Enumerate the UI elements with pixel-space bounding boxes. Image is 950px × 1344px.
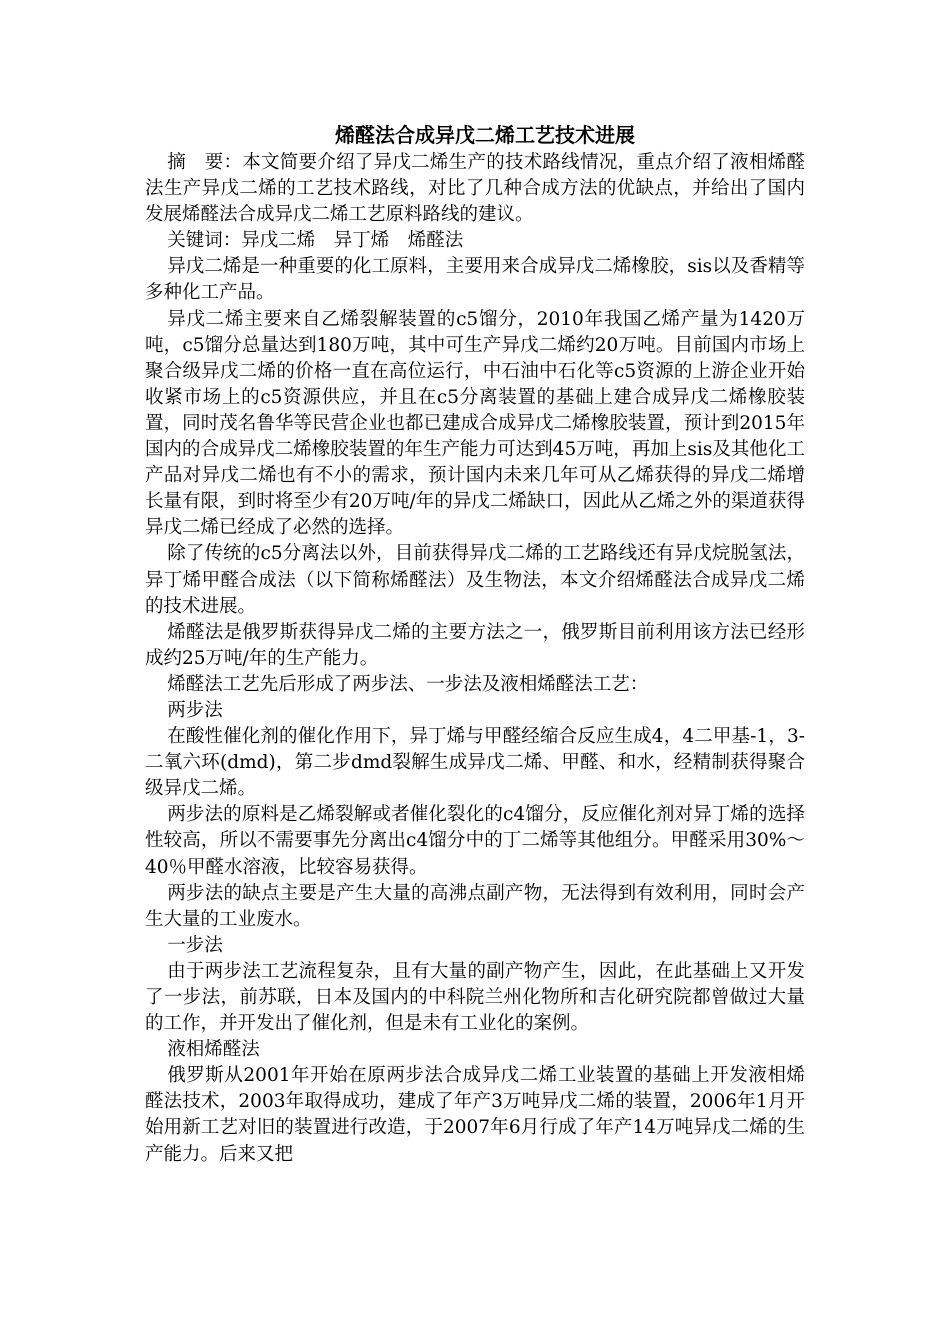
body-paragraph: 俄罗斯从2001年开始在原两步法合成异戊二烯工业装置的基础上开发液相烯醛法技术，2003年取得成功，建成了年产3万吨异戊二烯的装置，2006年1月开始用新工艺对旧的装置进行改造，于2007年6月行成了年产14万吨异戊二烯的生产能力。后来又把 (145, 1065, 805, 1165)
body-paragraph: 除了传统的c5分离法以外，目前获得异戊二烯的工艺路线还有异戊烷脱氢法，异丁烯甲醛合成法（以下简称烯醛法）及生物法，本文介绍烯醛法合成异戊二烯的技术进展。 (145, 543, 805, 617)
body-paragraph: 在酸性催化剂的催化作用下，异丁烯与甲醛经缩合反应生成4，4二甲基-1，3-二氧六环(dmd)，第二步dmd裂解生成异戊二烯、甲醛、和水，经精制获得聚合级异戊二烯。 (145, 726, 805, 800)
section-heading-two-step: 两步法 (167, 699, 223, 721)
abstract-paragraph: 摘 要：本文简要介绍了异戊二烯生产的技术路线情况，重点介绍了液相烯醛法生产异戊二烯的工艺技术路线，对比了几种合成方法的优缺点，并给出了国内发展烯醛法合成异戊二烯工艺原料路线的建议。 (145, 152, 805, 226)
body-paragraph: 异戊二烯主要来自乙烯裂解装置的c5馏分，2010年我国乙烯产量为1420万吨，c5馏分总量达到180万吨，其中可生产异戊二烯约20万吨。目前国内市场上聚合级异戊二烯的价格一直在高位运行，中石油中石化等c5资源的上游企业开始收紧市场上的c5资源供应，并且在c5分离装置的基础上建合成异戊二烯橡胶装置，同时茂名鲁华等民营企业也都已建成合成异戊二烯橡胶装置，预计到2015年国内的合成异戊二烯橡胶装置的年生产能力可达到45万吨，再加上sis及其他化工产品对异戊二烯也有不小的需求，预计国内未来几年可从乙烯获得的异戊二烯增长量有限，到时将至少有20万吨/年的异戊二烯缺口，因此从乙烯之外的渠道获得异戊二烯已经成了必然的选择。 (145, 308, 805, 539)
body-paragraph: 烯醛法是俄罗斯获得异戊二烯的主要方法之一，俄罗斯目前利用该方法已经形成约25万吨/年的生产能力。 (145, 621, 805, 669)
section-heading-liquid-phase: 液相烯醛法 (167, 1039, 260, 1061)
body-paragraph: 异戊二烯是一种重要的化工原料，主要用来合成异戊二烯橡胶，sis以及香精等多种化工产品。 (145, 256, 805, 304)
body-paragraph: 烯醛法工艺先后形成了两步法、一步法及液相烯醛法工艺： (167, 673, 649, 695)
body-paragraph: 两步法的缺点主要是产生大量的高沸点副产物，无法得到有效利用，同时会产生大量的工业废水。 (145, 882, 805, 930)
body-paragraph: 由于两步法工艺流程复杂，且有大量的副产物产生，因此，在此基础上又开发了一步法，前苏联，日本及国内的中科院兰州化物所和吉化研究院都曾做过大量的工作，并开发出了催化剂，但是未有工业化的案例。 (145, 960, 805, 1035)
body-paragraph: 两步法的原料是乙烯裂解或者催化裂化的c4馏分，反应催化剂对异丁烯的选择性较高，所以不需要事先分离出c4馏分中的丁二烯等其他组分。甲醛采用30%～40％甲醛水溶液，比较容易获得。 (145, 804, 805, 878)
keywords-paragraph: 关键词：异戊二烯 异丁烯 烯醛法 (167, 230, 464, 252)
document-title: 烯醛法合成异戊二烯工艺技术进展 (335, 123, 635, 147)
section-heading-one-step: 一步法 (167, 934, 223, 956)
document-page (145, 120, 805, 1168)
